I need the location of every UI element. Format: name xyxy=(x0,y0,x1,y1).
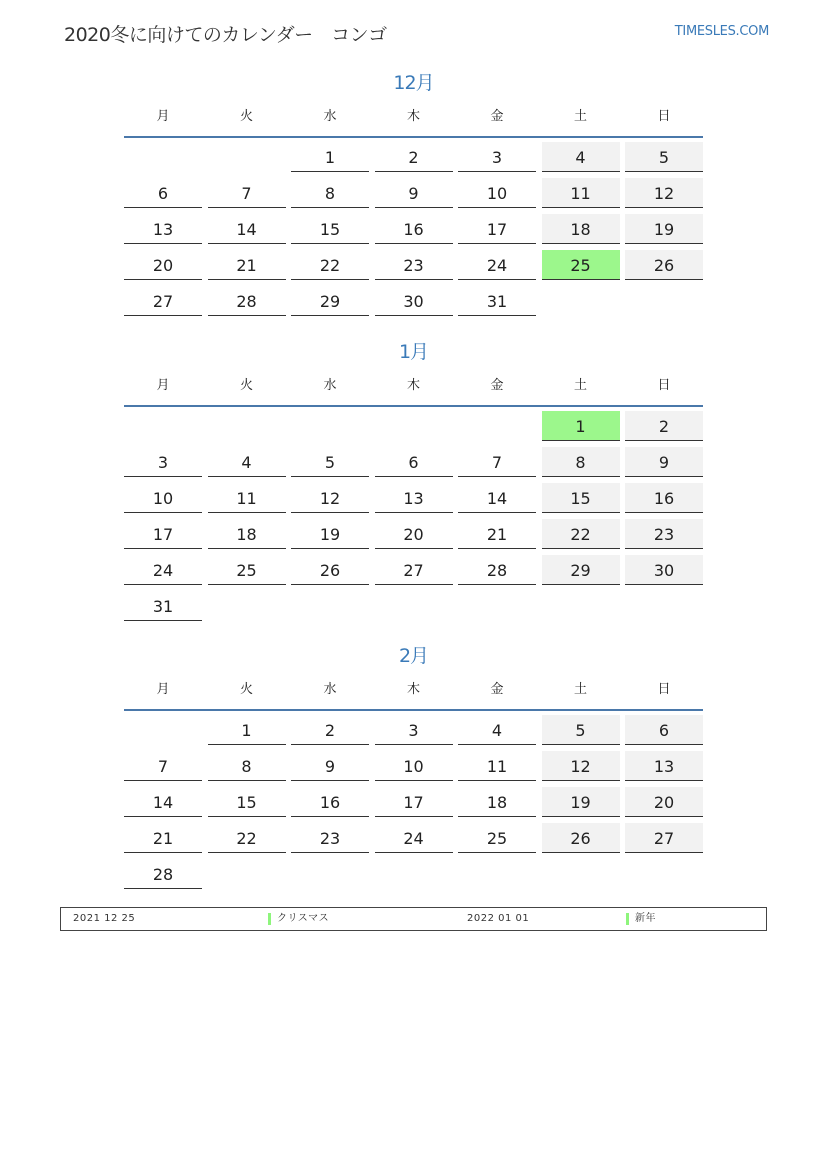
day-cell: 28 xyxy=(124,859,202,889)
day-cell: 9 xyxy=(291,751,369,781)
day-cell: 18 xyxy=(458,787,536,817)
weekday-label: 月 xyxy=(156,109,170,124)
weekday-label: 木 xyxy=(406,682,420,697)
day-cell: 17 xyxy=(124,519,202,549)
day-cell: 1 xyxy=(542,411,620,441)
empty-cell xyxy=(625,859,703,889)
weekday-label: 土 xyxy=(573,378,587,393)
day-cell: 7 xyxy=(458,447,536,477)
empty-cell xyxy=(542,859,620,889)
day-cell: 18 xyxy=(208,519,286,549)
weekday-label: 金 xyxy=(490,109,504,124)
day-cell: 31 xyxy=(458,286,536,316)
empty-cell xyxy=(124,715,202,745)
day-cell: 19 xyxy=(291,519,369,549)
empty-cell xyxy=(375,859,453,889)
day-cell: 9 xyxy=(375,178,453,208)
day-cell: 6 xyxy=(625,715,703,745)
day-cell: 7 xyxy=(208,178,286,208)
day-cell: 24 xyxy=(458,250,536,280)
day-cell: 27 xyxy=(625,823,703,853)
day-cell: 18 xyxy=(542,214,620,244)
day-cell: 14 xyxy=(458,483,536,513)
empty-cell xyxy=(458,859,536,889)
day-cell: 22 xyxy=(208,823,286,853)
empty-cell xyxy=(625,591,703,621)
day-cell: 15 xyxy=(542,483,620,513)
day-cell: 21 xyxy=(124,823,202,853)
day-cell: 3 xyxy=(458,142,536,172)
day-grid xyxy=(124,407,703,627)
day-cell: 12 xyxy=(542,751,620,781)
day-cell: 5 xyxy=(625,142,703,172)
weekday-label: 金 xyxy=(490,682,504,697)
day-cell: 11 xyxy=(542,178,620,208)
empty-cell xyxy=(208,859,286,889)
weekday-label: 土 xyxy=(573,109,587,124)
day-cell: 28 xyxy=(458,555,536,585)
empty-cell xyxy=(542,591,620,621)
page-title: 2020冬に向けてのカレンダー コンゴ xyxy=(64,24,387,46)
day-cell: 22 xyxy=(542,519,620,549)
site-link[interactable]: TIMESLES.COM xyxy=(674,24,769,39)
day-cell: 20 xyxy=(625,787,703,817)
month-title: 12月 xyxy=(393,72,434,94)
day-cell: 13 xyxy=(124,214,202,244)
day-cell: 23 xyxy=(375,250,453,280)
day-cell: 7 xyxy=(124,751,202,781)
day-cell: 19 xyxy=(625,214,703,244)
holiday-legend xyxy=(60,907,767,931)
day-cell: 29 xyxy=(542,555,620,585)
day-cell: 5 xyxy=(542,715,620,745)
weekday-label: 月 xyxy=(156,682,170,697)
day-cell: 25 xyxy=(458,823,536,853)
day-cell: 14 xyxy=(208,214,286,244)
day-cell: 12 xyxy=(291,483,369,513)
day-grid xyxy=(124,138,703,322)
day-cell: 28 xyxy=(208,286,286,316)
weekday-label: 金 xyxy=(490,378,504,393)
weekday-label: 水 xyxy=(323,682,337,697)
day-cell: 25 xyxy=(542,250,620,280)
day-cell: 8 xyxy=(291,178,369,208)
empty-cell xyxy=(375,591,453,621)
day-cell: 15 xyxy=(291,214,369,244)
empty-cell xyxy=(458,411,536,441)
weekday-header xyxy=(124,98,703,138)
weekday-label: 月 xyxy=(156,378,170,393)
day-cell: 13 xyxy=(375,483,453,513)
day-cell: 5 xyxy=(291,447,369,477)
day-cell: 27 xyxy=(375,555,453,585)
weekday-label: 日 xyxy=(657,682,671,697)
day-cell: 23 xyxy=(625,519,703,549)
day-cell: 16 xyxy=(291,787,369,817)
day-cell: 19 xyxy=(542,787,620,817)
day-cell: 24 xyxy=(124,555,202,585)
day-cell: 9 xyxy=(625,447,703,477)
empty-cell xyxy=(458,591,536,621)
day-cell: 24 xyxy=(375,823,453,853)
day-cell: 6 xyxy=(375,447,453,477)
day-cell: 17 xyxy=(375,787,453,817)
day-cell: 3 xyxy=(124,447,202,477)
day-cell: 17 xyxy=(458,214,536,244)
empty-cell xyxy=(124,142,202,172)
weekday-label: 火 xyxy=(239,109,253,124)
day-cell: 2 xyxy=(291,715,369,745)
day-cell: 30 xyxy=(625,555,703,585)
day-cell: 2 xyxy=(375,142,453,172)
day-cell: 27 xyxy=(124,286,202,316)
empty-cell xyxy=(291,859,369,889)
day-cell: 21 xyxy=(458,519,536,549)
day-cell: 2 xyxy=(625,411,703,441)
day-cell: 21 xyxy=(208,250,286,280)
month-block xyxy=(124,68,703,322)
day-cell: 10 xyxy=(458,178,536,208)
day-cell: 6 xyxy=(124,178,202,208)
day-cell: 15 xyxy=(208,787,286,817)
month-block xyxy=(124,641,703,895)
day-cell: 16 xyxy=(375,214,453,244)
empty-cell xyxy=(124,411,202,441)
day-cell: 10 xyxy=(124,483,202,513)
empty-cell xyxy=(542,286,620,316)
legend-date-2: 2022 01 01 xyxy=(467,913,530,924)
empty-cell xyxy=(208,591,286,621)
empty-cell xyxy=(291,411,369,441)
day-grid xyxy=(124,711,703,895)
weekday-label: 水 xyxy=(323,378,337,393)
day-cell: 10 xyxy=(375,751,453,781)
day-cell: 25 xyxy=(208,555,286,585)
legend-date-1: 2021 12 25 xyxy=(73,913,136,924)
day-cell: 4 xyxy=(542,142,620,172)
month-title: 2月 xyxy=(398,645,429,667)
day-cell: 14 xyxy=(124,787,202,817)
day-cell: 23 xyxy=(291,823,369,853)
day-cell: 1 xyxy=(291,142,369,172)
day-cell: 8 xyxy=(208,751,286,781)
weekday-header xyxy=(124,671,703,711)
empty-cell xyxy=(291,591,369,621)
empty-cell xyxy=(625,286,703,316)
day-cell: 20 xyxy=(375,519,453,549)
day-cell: 30 xyxy=(375,286,453,316)
day-cell: 29 xyxy=(291,286,369,316)
weekday-label: 木 xyxy=(406,109,420,124)
month-block xyxy=(124,337,703,627)
day-cell: 11 xyxy=(458,751,536,781)
day-cell: 4 xyxy=(208,447,286,477)
day-cell: 26 xyxy=(625,250,703,280)
day-cell: 1 xyxy=(208,715,286,745)
weekday-label: 火 xyxy=(239,682,253,697)
day-cell: 8 xyxy=(542,447,620,477)
day-cell: 13 xyxy=(625,751,703,781)
empty-cell xyxy=(375,411,453,441)
day-cell: 26 xyxy=(291,555,369,585)
weekday-label: 土 xyxy=(573,682,587,697)
empty-cell xyxy=(208,142,286,172)
day-cell: 20 xyxy=(124,250,202,280)
day-cell: 22 xyxy=(291,250,369,280)
day-cell: 4 xyxy=(458,715,536,745)
month-title: 1月 xyxy=(398,341,429,363)
weekday-label: 水 xyxy=(323,109,337,124)
weekday-label: 木 xyxy=(406,378,420,393)
day-cell: 16 xyxy=(625,483,703,513)
day-cell: 12 xyxy=(625,178,703,208)
weekday-label: 日 xyxy=(657,378,671,393)
empty-cell xyxy=(208,411,286,441)
day-cell: 11 xyxy=(208,483,286,513)
holiday-color-marker-icon xyxy=(268,913,271,925)
day-cell: 31 xyxy=(124,591,202,621)
weekday-header xyxy=(124,367,703,407)
holiday-color-marker-icon xyxy=(626,913,629,925)
legend-name-1: クリスマス xyxy=(277,913,330,924)
legend-name-2: 新年 xyxy=(635,913,656,924)
weekday-label: 火 xyxy=(239,378,253,393)
day-cell: 3 xyxy=(375,715,453,745)
weekday-label: 日 xyxy=(657,109,671,124)
day-cell: 26 xyxy=(542,823,620,853)
